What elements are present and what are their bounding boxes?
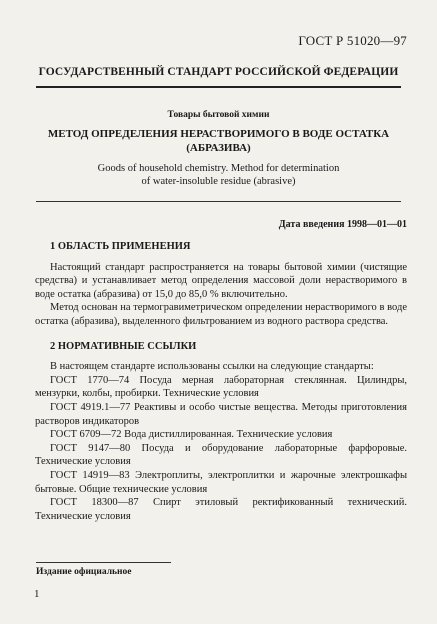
english-title: [40, 162, 397, 188]
paragraph: Настоящий стандарт распространяется на товары бытовой химии (чистящие средства) и устанавливает метод определения массовой доли нерастворимого в воде остатка (абразива) от 15,0 до 85,0 % включительно.: [35, 261, 407, 300]
footer-divider: [36, 562, 171, 563]
paragraph: Метод основан на термогравиметрическом определении нерастворимого в воде остатка (абразива), выделенного фильтрованием из водного раствора средства.: [35, 302, 407, 327]
page-number: 1: [34, 588, 40, 600]
subject-heading: Товары бытовой химии: [167, 110, 270, 120]
reference-item: ГОСТ 6709—72 Вода дистиллированная. Технические условия: [50, 429, 333, 441]
introduction-date: Дата введения 1998—01—01: [278, 219, 407, 230]
document-body: [35, 240, 407, 523]
document-code: ГОСТ Р 51020—97: [298, 33, 407, 48]
english-title-line2: of water-insoluble residue (abrasive): [141, 176, 296, 187]
reference-item: ГОСТ 9147—80 Посуда и оборудование лабораторные фарфоровые. Технические условия: [35, 442, 407, 468]
paragraph: В настоящем стандарте использованы ссылки на следующие стандарты:: [50, 361, 374, 373]
english-title-line1: Goods of household chemistry. Method for determination: [97, 163, 340, 174]
reference-item: ГОСТ 14919—83 Электроплиты, электроплитки и жарочные электрошкафы бытовые. Общие технические условия: [35, 469, 407, 495]
section-heading: 1 ОБЛАСТЬ ПРИМЕНЕНИЯ: [50, 241, 191, 252]
reference-item: ГОСТ 4919.1—77 Реактивы и особо чистые вещества. Методы приготовления растворов индикаторов: [35, 401, 407, 427]
title-divider: [36, 201, 401, 202]
official-edition-label: Издание официальное: [36, 567, 132, 577]
standard-title: ГОСУДАРСТВЕННЫЙ СТАНДАРТ РОССИЙСКОЙ ФЕДЕРАЦИИ: [38, 66, 399, 78]
reference-item: ГОСТ 18300—87 Спирт этиловый ректификованный технический. Технические условия: [35, 497, 407, 522]
main-title: [40, 127, 397, 155]
main-title-line1: МЕТОД ОПРЕДЕЛЕНИЯ НЕРАСТВОРИМОГО В ВОДЕ ОСТАТКА: [47, 128, 390, 140]
section-references: [35, 340, 407, 524]
main-title-line2: (АБРАЗИВА): [186, 142, 251, 154]
reference-item: ГОСТ 1770—74 Посуда мерная лабораторная стеклянная. Цилиндры, мензурки, колбы, пробирки. Технические условия: [35, 374, 407, 400]
header-divider: [36, 86, 401, 88]
section-scope: [35, 240, 407, 329]
section-heading: 2 НОРМАТИВНЫЕ ССЫЛКИ: [50, 340, 197, 352]
